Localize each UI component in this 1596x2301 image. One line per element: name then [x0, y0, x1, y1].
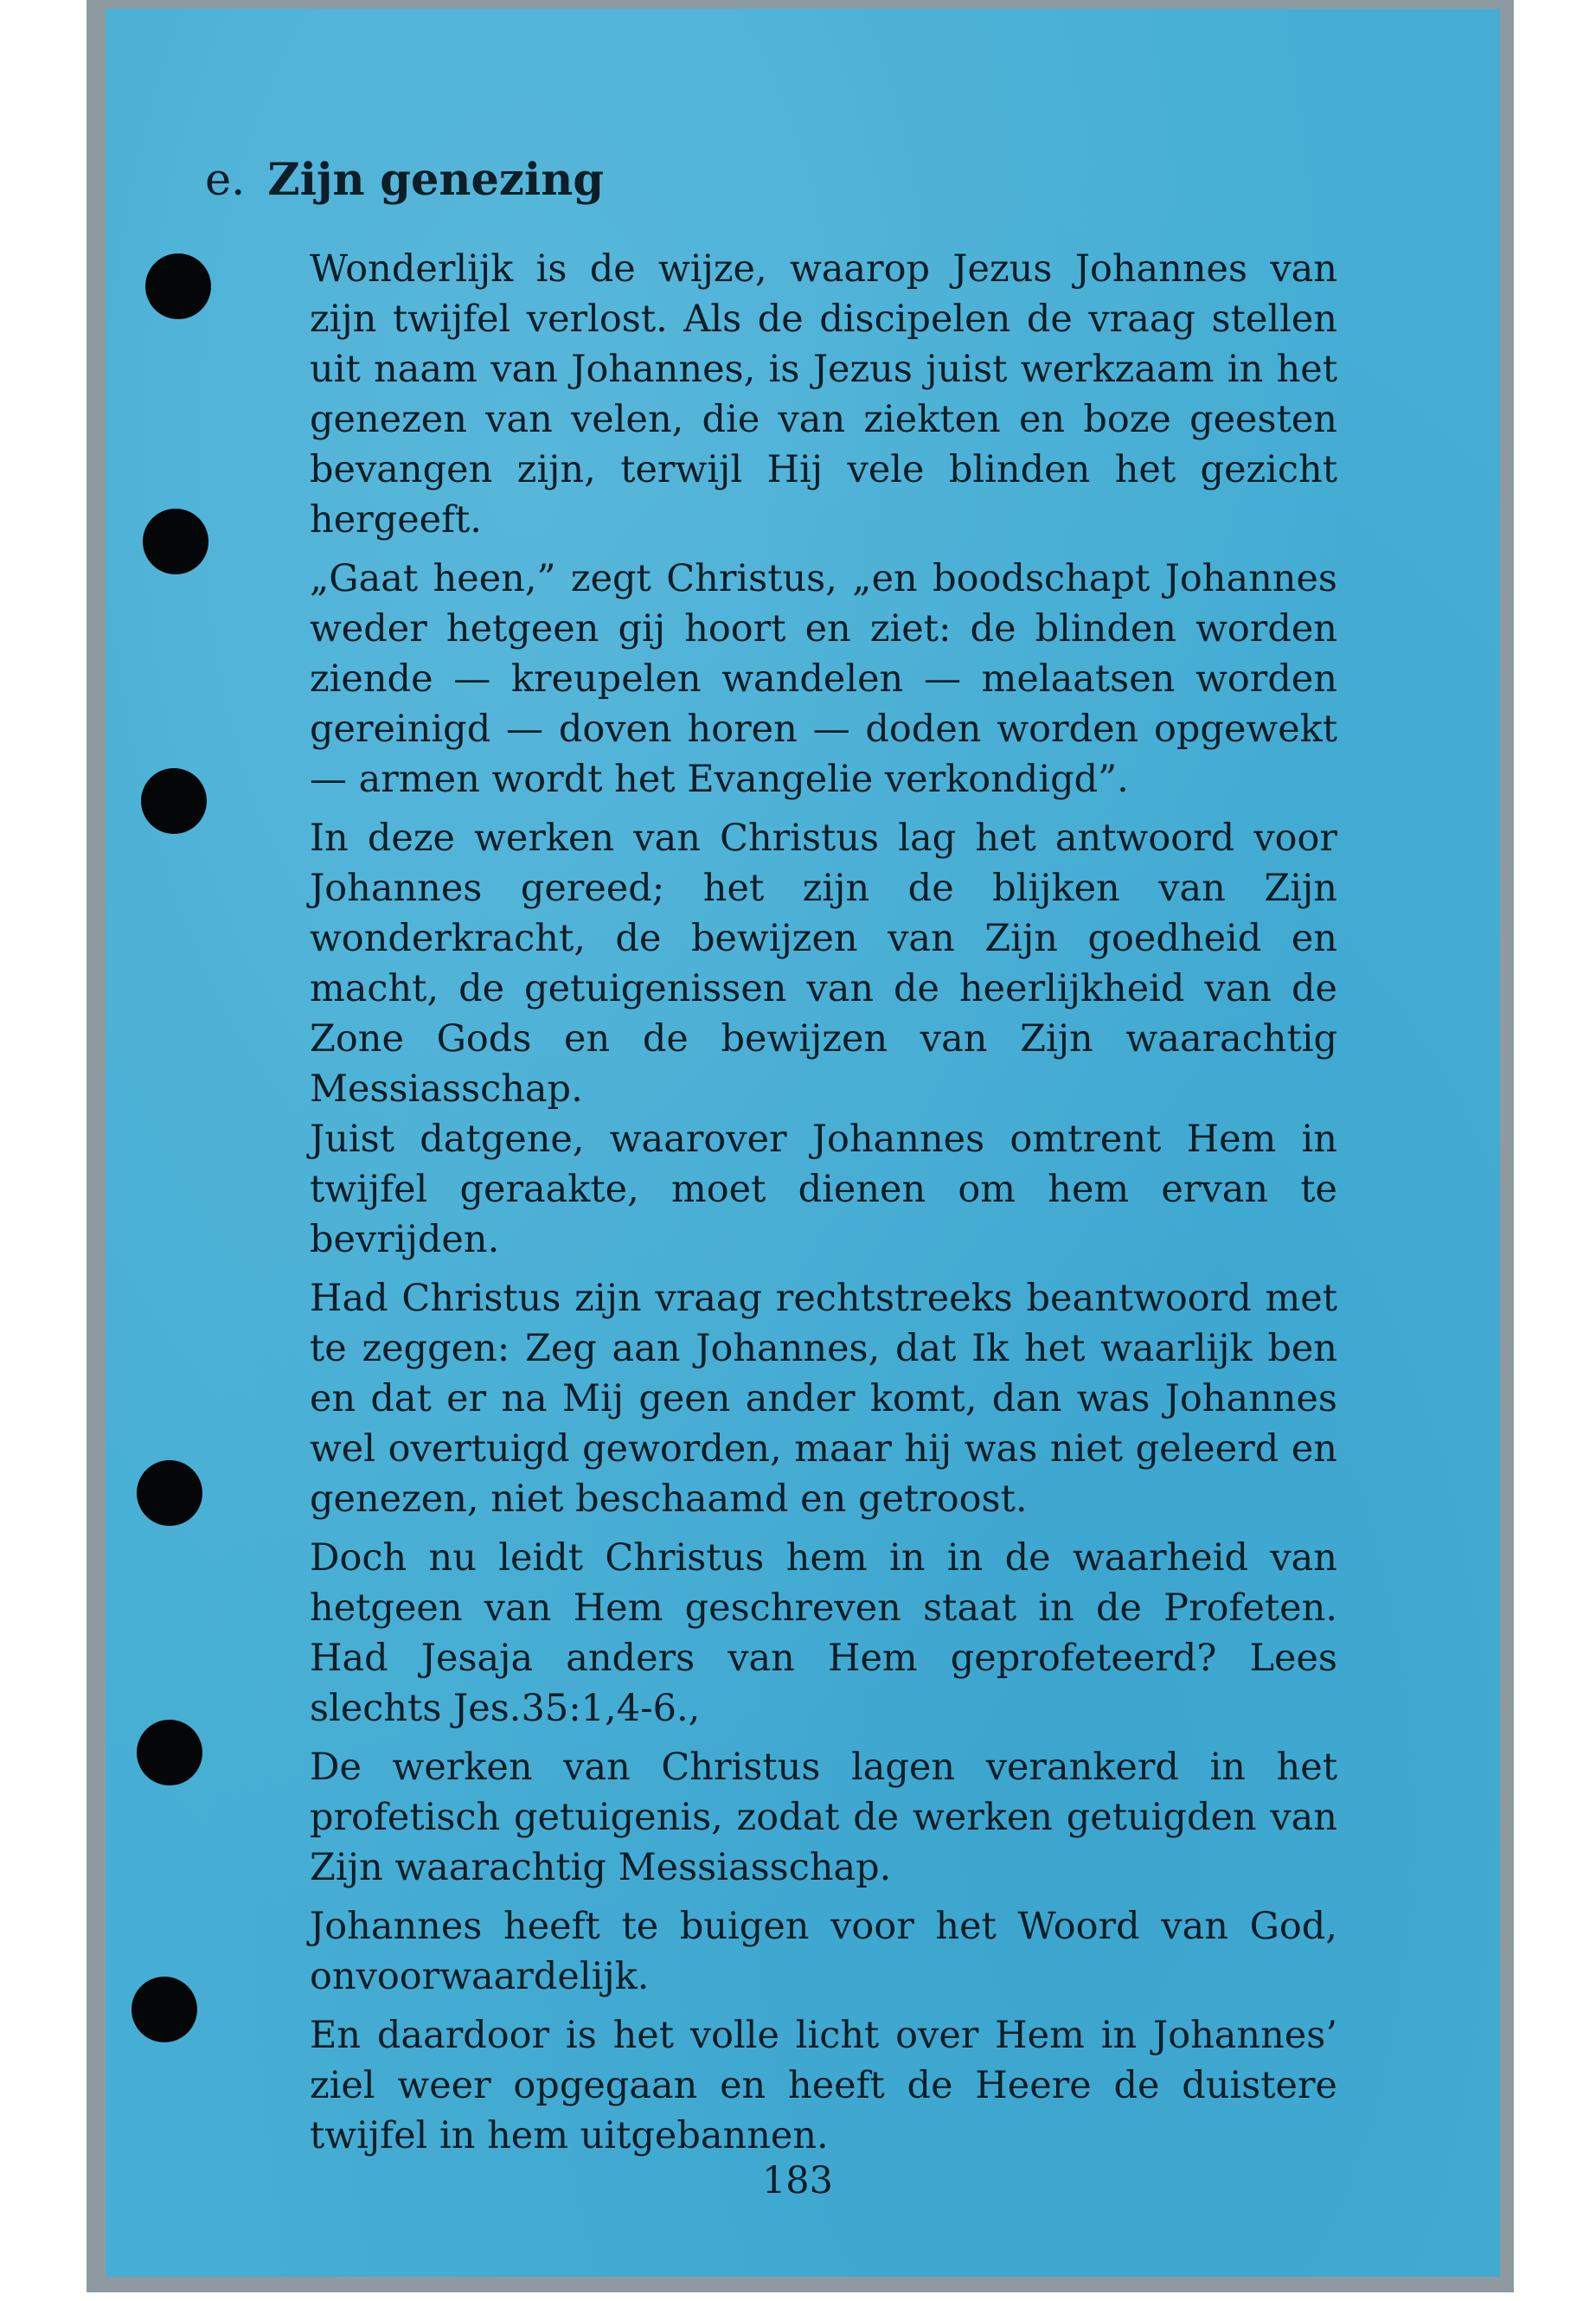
paragraph: En daardoor is het volle licht over Hem in Johannes’ ziel weer opgegaan en heeft de Heere de duistere twijfel in hem uitgebannen. [310, 2014, 1337, 2157]
punch-hole [145, 253, 211, 319]
punch-hole [131, 1977, 197, 2042]
paragraph: Juist datgene, waarover Johannes omtrent Hem in twijfel geraakte, moet dienen om hem ervan te bevrijden. [310, 1118, 1337, 1261]
section-heading [205, 154, 1243, 206]
punch-hole [141, 768, 207, 834]
paragraph: „Gaat heen,” zegt Christus, „en boodschapt Johannes weder hetgeen gij hoort en ziet: de blinden worden ziende — kreupelen wandelen — melaatsen worden gereinigd — doven horen — doden worden opgewekt — armen wordt het Evangelie verkondigd”. [310, 557, 1337, 801]
punch-hole [137, 1460, 202, 1526]
punch-hole [143, 509, 208, 574]
paragraph: Johannes heeft te buigen voor het Woord van God, onvoorwaardelijk. [310, 1905, 1337, 1998]
body-text [310, 244, 1337, 2170]
section-title: Zijn genezing [267, 154, 605, 206]
paragraph: Had Christus zijn vraag rechtstreeks beantwoord met te zeggen: Zeg aan Johannes, dat Ik het waarlijk ben en dat er na Mij geen ander komt, dan was Johannes wel overtuigd geworden, maar hij was niet geleerd en genezen, niet beschaamd en getroost. [310, 1277, 1337, 1521]
paragraph: Doch nu leidt Christus hem in in de waarheid van hetgeen van Hem geschreven staat in de Profeten. Had Jesaja anders van Hem geprofeteerd? Lees slechts Jes.35:1,4-6., [310, 1536, 1337, 1730]
paragraph: De werken van Christus lagen verankerd in het profetisch getuigenis, zodat de werken getuigden van Zijn waarachtig Messiasschap. [310, 1746, 1337, 1889]
punch-hole [137, 1720, 202, 1785]
paragraph: Wonderlijk is de wijze, waarop Jezus Johannes van zijn twijfel verlost. Als de discipelen de vraag stellen uit naam van Johannes, is Jezus juist werkzaam in het genezen van velen, die van ziekten en boze geesten bevangen zijn, terwijl Hij vele blinden het gezicht hergeeft. [310, 247, 1337, 542]
paragraph: In deze werken van Christus lag het antwoord voor Johannes gereed; het zijn de blijken van Zijn wonderkracht, de bewijzen van Zijn goedheid en macht, de getuigenissen van de heerlijkheid van de Zone Gods en de bewijzen van Zijn waarachtig Messiasschap. [310, 817, 1337, 1111]
section-letter: e. [205, 155, 246, 206]
page-number: 183 [761, 2159, 834, 2202]
